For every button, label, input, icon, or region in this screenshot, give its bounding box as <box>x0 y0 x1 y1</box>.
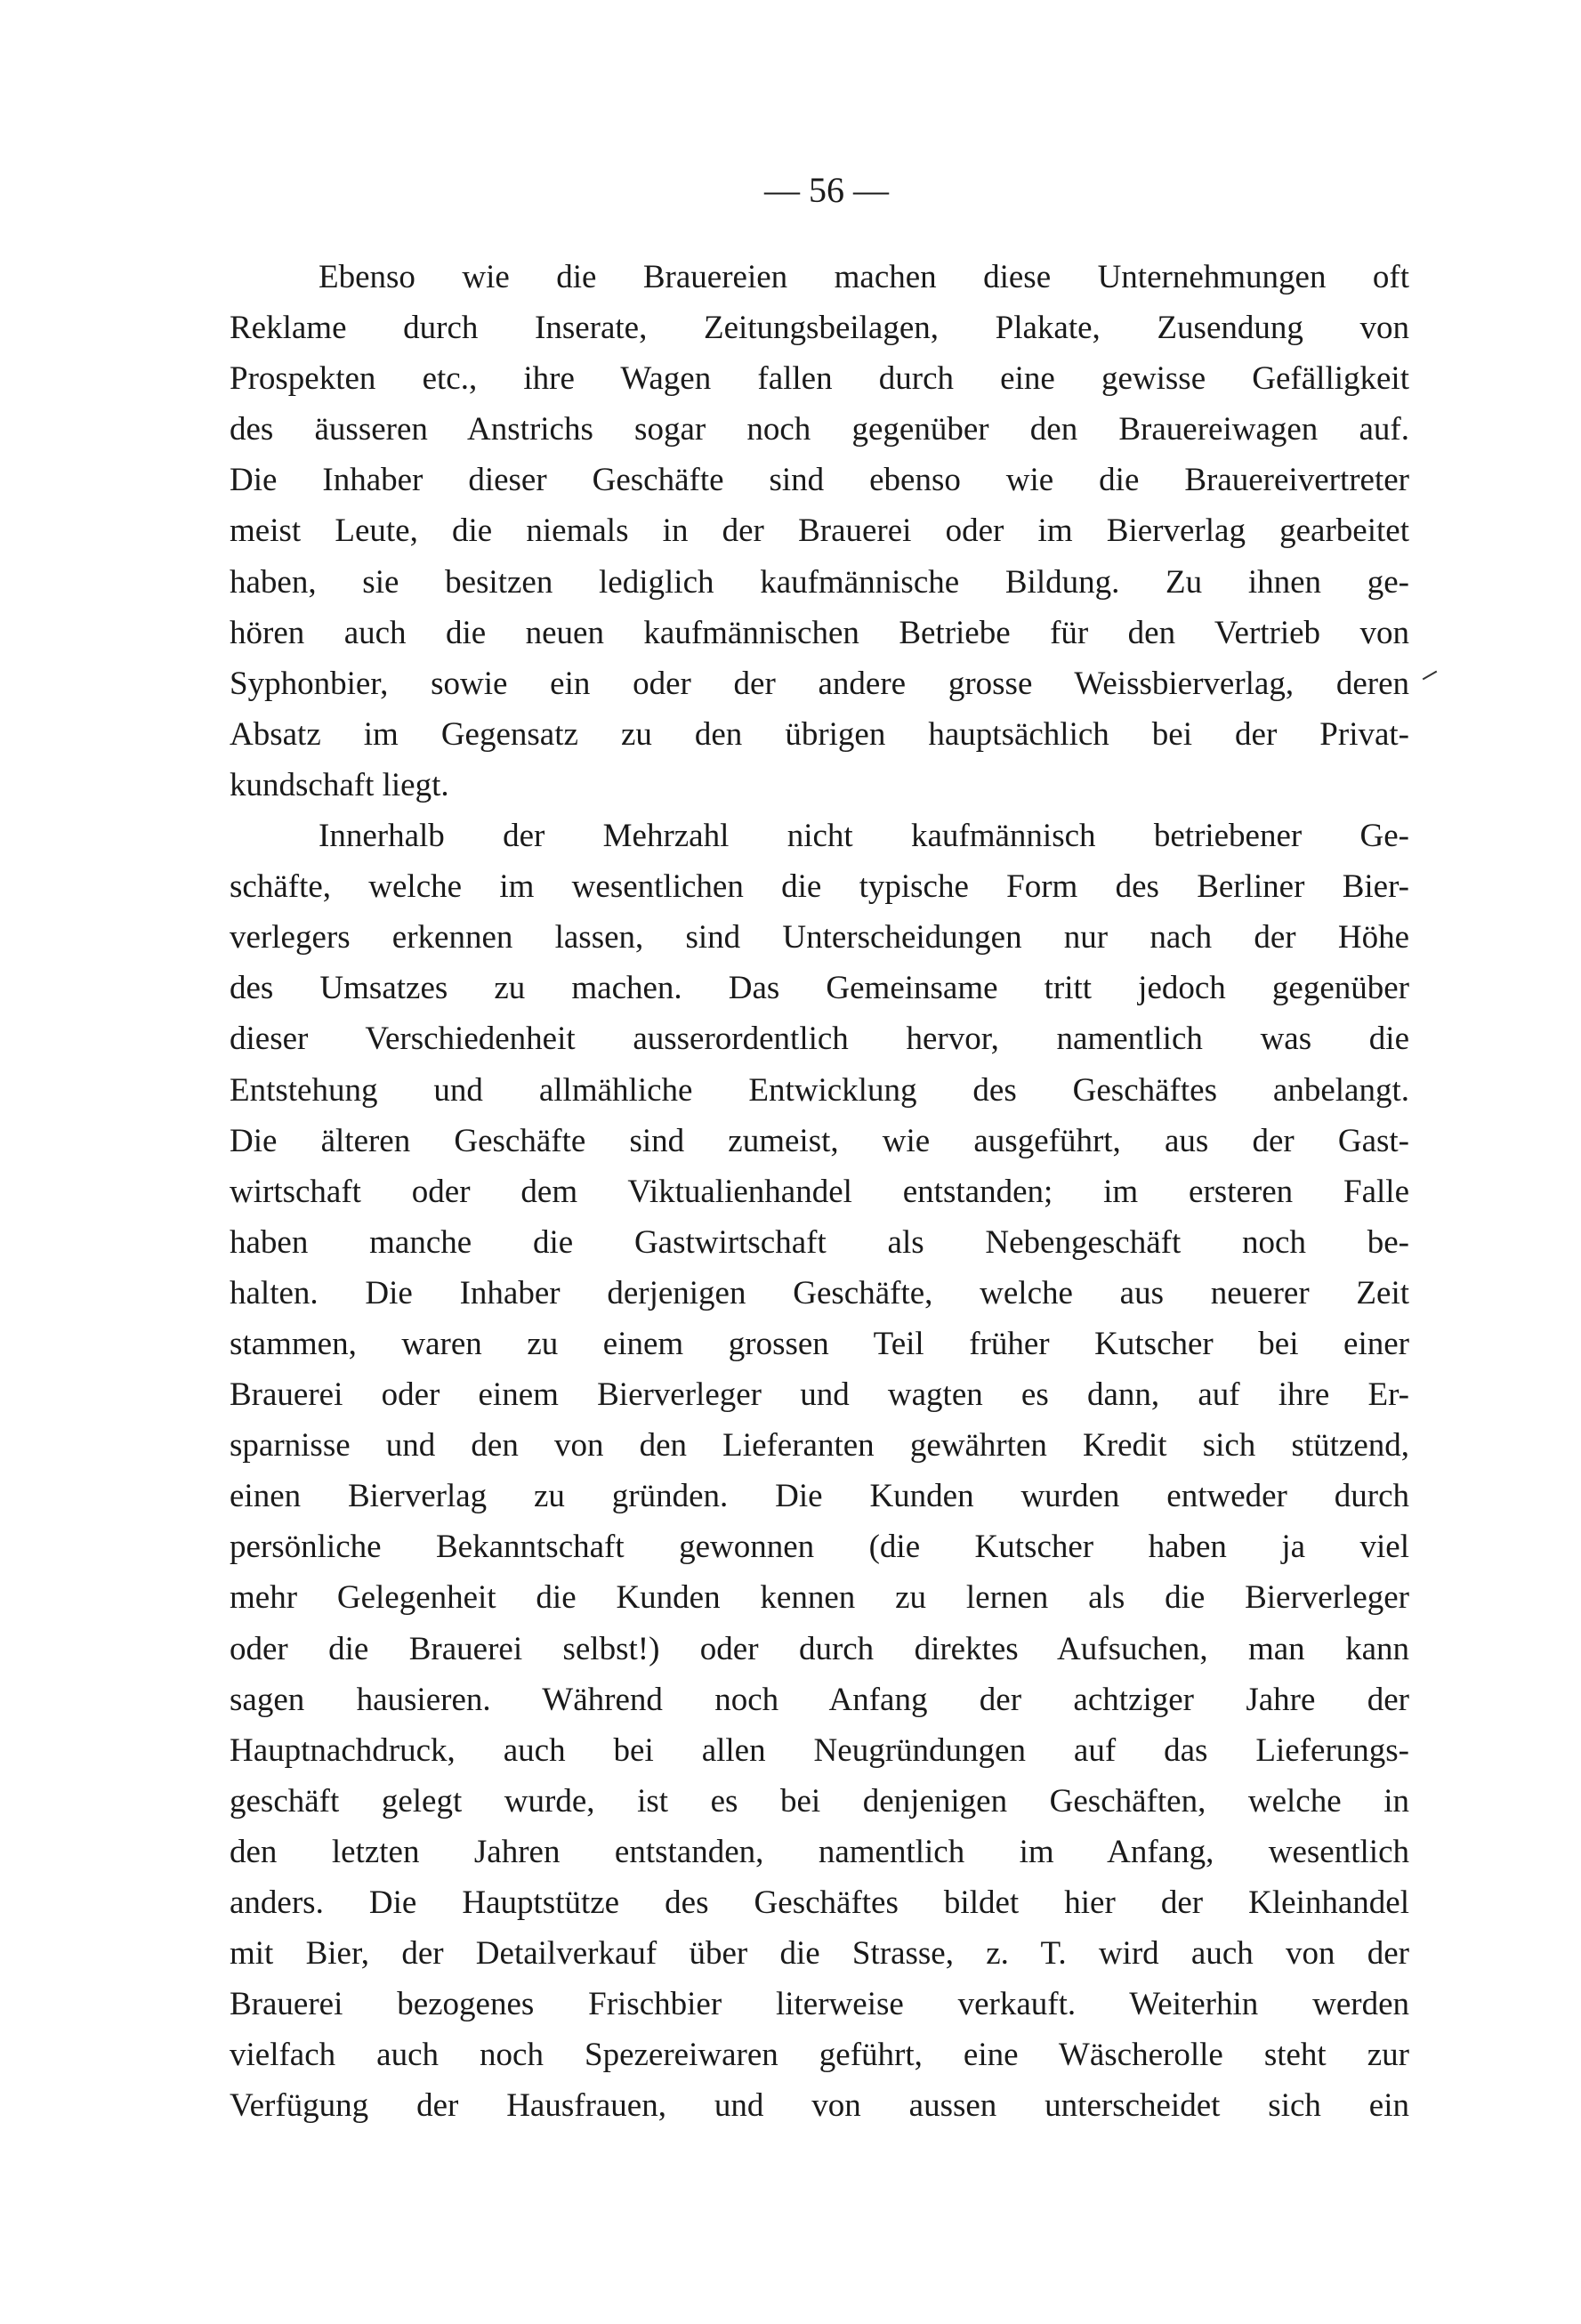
text-line: haben, sie besitzen lediglich kaufmännische Bildung. Zu ihnen ge- <box>230 563 1409 601</box>
text-line: wirtschaft oder dem Viktualienhandel entstanden; im ersteren Falle <box>230 1173 1409 1210</box>
text-line: Innerhalb der Mehrzahl nicht kaufmännisch betriebener Ge- <box>319 818 1409 855</box>
text-line: persönliche Bekanntschaft gewonnen (die Kutscher haben ja viel <box>230 1529 1409 1566</box>
text-line: Brauerei oder einem Bierverleger und wagten es dann, auf ihre Er- <box>230 1376 1409 1414</box>
text-line: Hauptnachdruck, auch bei allen Neugründungen auf das Lieferungs- <box>230 1731 1409 1769</box>
body-text <box>230 252 1409 2131</box>
text-line: den letzten Jahren entstanden, namentlich im Anfang, wesentlich <box>230 1833 1409 1870</box>
text-line: dieser Verschiedenheit ausserordentlich hervor, namentlich was die <box>230 1021 1409 1058</box>
text-line: Absatz im Gegensatz zu den übrigen hauptsächlich bei der Privat- <box>230 715 1409 753</box>
margin-mark <box>1423 671 1438 681</box>
text-line: schäfte, welche im wesentlichen die typische Form des Berliner Bier- <box>230 868 1409 906</box>
text-line: Die Inhaber dieser Geschäfte sind ebenso wie die Brauereivertreter <box>230 462 1409 499</box>
text-line: verlegers erkennen lassen, sind Unterscheidungen nur nach der Höhe <box>230 919 1409 956</box>
text-line: Entstehung und allmähliche Entwicklung des Geschäftes anbelangt. <box>230 1071 1409 1109</box>
text-line: halten. Die Inhaber derjenigen Geschäfte, welche aus neuerer Zeit <box>230 1274 1409 1311</box>
text-line: kundschaft liegt. <box>230 766 449 803</box>
text-line: Ebenso wie die Brauereien machen diese Unternehmungen oft <box>319 259 1409 295</box>
text-line: mehr Gelegenheit die Kunden kennen zu lernen als die Bierverleger <box>230 1579 1409 1617</box>
text-line: des äusseren Anstrichs sogar noch gegenüber den Brauereiwagen auf. <box>230 411 1409 448</box>
page-number: — 56 — <box>764 170 889 210</box>
text-line: stammen, waren zu einem grossen Teil früher Kutscher bei einer <box>230 1325 1409 1362</box>
text-line: anders. Die Hauptstütze des Geschäftes bildet hier der Kleinhandel <box>230 1884 1409 1921</box>
text-line: Prospekten etc., ihre Wagen fallen durch eine gewisse Gefälligkeit <box>230 360 1409 398</box>
text-line: des Umsatzes zu machen. Das Gemeinsame tritt jedoch gegenüber <box>230 970 1409 1007</box>
text-line: Brauerei bezogenes Frischbier literweise verkauft. Weiterhin werden <box>230 1986 1409 2023</box>
text-line: Verfügung der Hausfrauen, und von aussen unterscheidet sich ein <box>230 2087 1409 2125</box>
text-line: mit Bier, der Detailverkauf über die Strasse, z. T. wird auch von der <box>230 1935 1409 1973</box>
text-line: haben manche die Gastwirtschaft als Nebengeschäft noch be- <box>230 1223 1409 1261</box>
text-line: Syphonbier, sowie ein oder der andere grosse Weissbierverlag, deren <box>230 665 1409 702</box>
text-line: vielfach auch noch Spezereiwaren geführt, eine Wäscherolle steht zur <box>230 2037 1409 2074</box>
text-line: sparnisse und den von den Lieferanten gewährten Kredit sich stützend, <box>230 1427 1409 1465</box>
text-line: meist Leute, die niemals in der Brauerei oder im Bierverlag gearbeitet <box>230 512 1409 550</box>
text-line: sagen hausieren. Während noch Anfang der achtziger Jahre der <box>230 1681 1409 1718</box>
text-line: oder die Brauerei selbst!) oder durch direktes Aufsuchen, man kann <box>230 1630 1409 1667</box>
text-line: geschäft gelegt wurde, ist es bei denjenigen Geschäften, welche in <box>230 1782 1409 1820</box>
text-line: einen Bierverlag zu gründen. Die Kunden wurden entweder durch <box>230 1478 1409 1515</box>
text-line: hören auch die neuen kaufmännischen Betriebe für den Vertrieb von <box>230 614 1409 651</box>
text-line: Die älteren Geschäfte sind zumeist, wie ausgeführt, aus der Gast- <box>230 1122 1409 1159</box>
text-line: Reklame durch Inserate, Zeitungsbeilagen, Plakate, Zusendung von <box>230 310 1409 347</box>
